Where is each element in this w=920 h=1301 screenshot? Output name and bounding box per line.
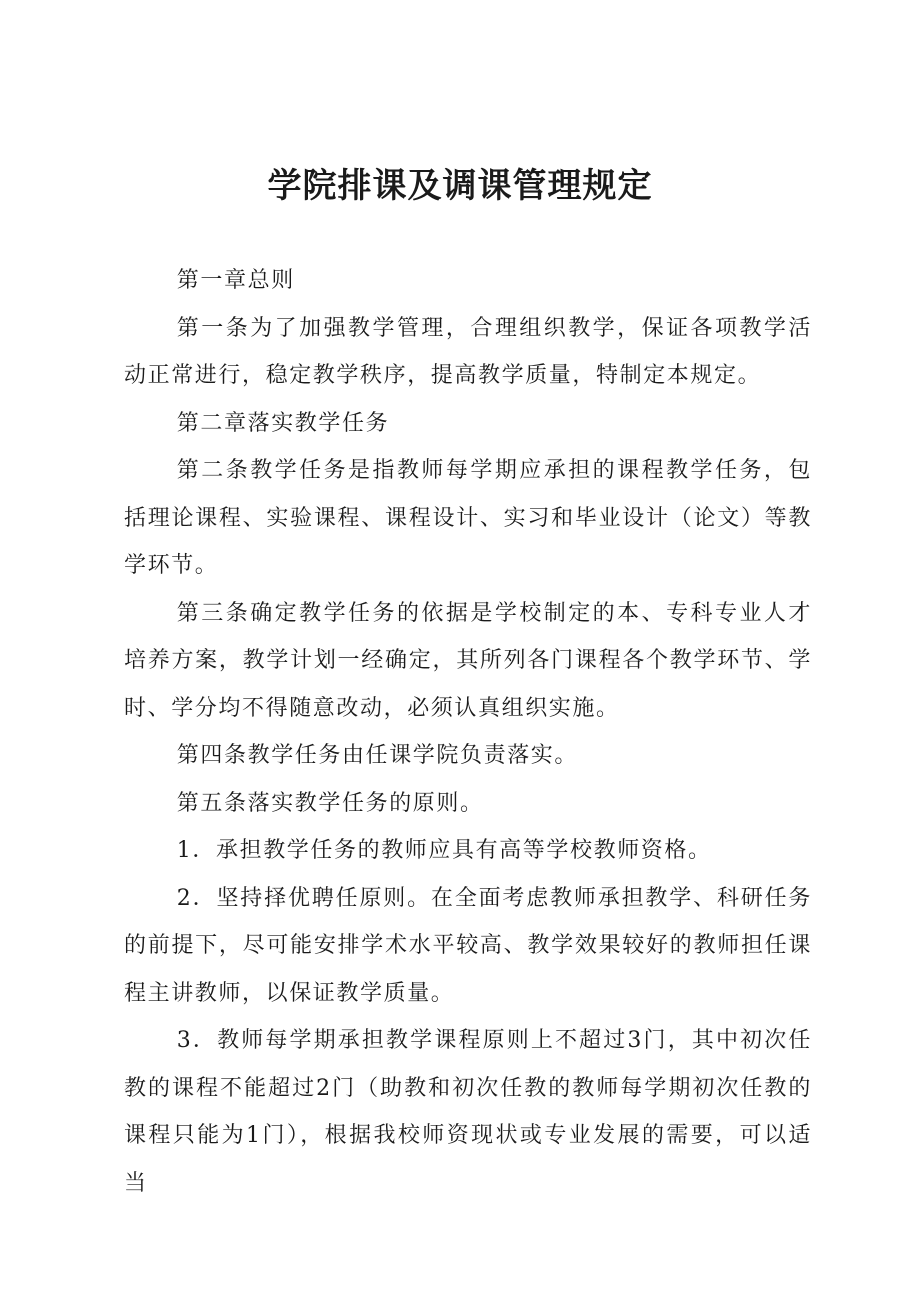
document-title: 学院排课及调课管理规定 bbox=[267, 166, 653, 206]
document-body bbox=[124, 257, 812, 1207]
article-paragraph: 第三条确定教学任务的依据是学校制定的本、专科专业人才培养方案，教学计划一经确定，其所列各门课程各个教学环节、学时、学分均不得随意改动，必须认真组织实施。 bbox=[124, 600, 812, 721]
article-paragraph: 第二条教学任务是指教师每学期应承担的课程教学任务，包括理论课程、实验课程、课程设计、实习和毕业设计（论文）等教学环节。 bbox=[124, 458, 812, 578]
list-item-paragraph: 3．教师每学期承担教学课程原则上不超过3门，其中初次任教的课程不能超过2门（助教和初次任教的教师每学期初次任教的课程只能为1门），根据我校师资现状或专业发展的需要，可以适当 bbox=[124, 1028, 812, 1196]
article-paragraph: 第四条教学任务由任课学院负责落实。 bbox=[176, 743, 578, 768]
list-item-paragraph: 2．坚持择优聘任原则。在全面考虑教师承担教学、科研任务的前提下，尽可能安排学术水平较高、教学效果较好的教师担任课程主讲教师，以保证教学质量。 bbox=[124, 885, 812, 1006]
article-paragraph: 第一条为了加强教学管理，合理组织教学，保证各项教学活动正常进行，稳定教学秩序，提高教学质量，特制定本规定。 bbox=[124, 315, 812, 388]
article-paragraph: 第五条落实教学任务的原则。 bbox=[176, 790, 484, 816]
chapter-heading: 第二章落实教学任务 bbox=[176, 410, 390, 436]
chapter-heading: 第一章总则 bbox=[176, 268, 295, 293]
list-item-paragraph: 1．承担教学任务的教师应具有高等学校教师资格。 bbox=[176, 838, 712, 863]
